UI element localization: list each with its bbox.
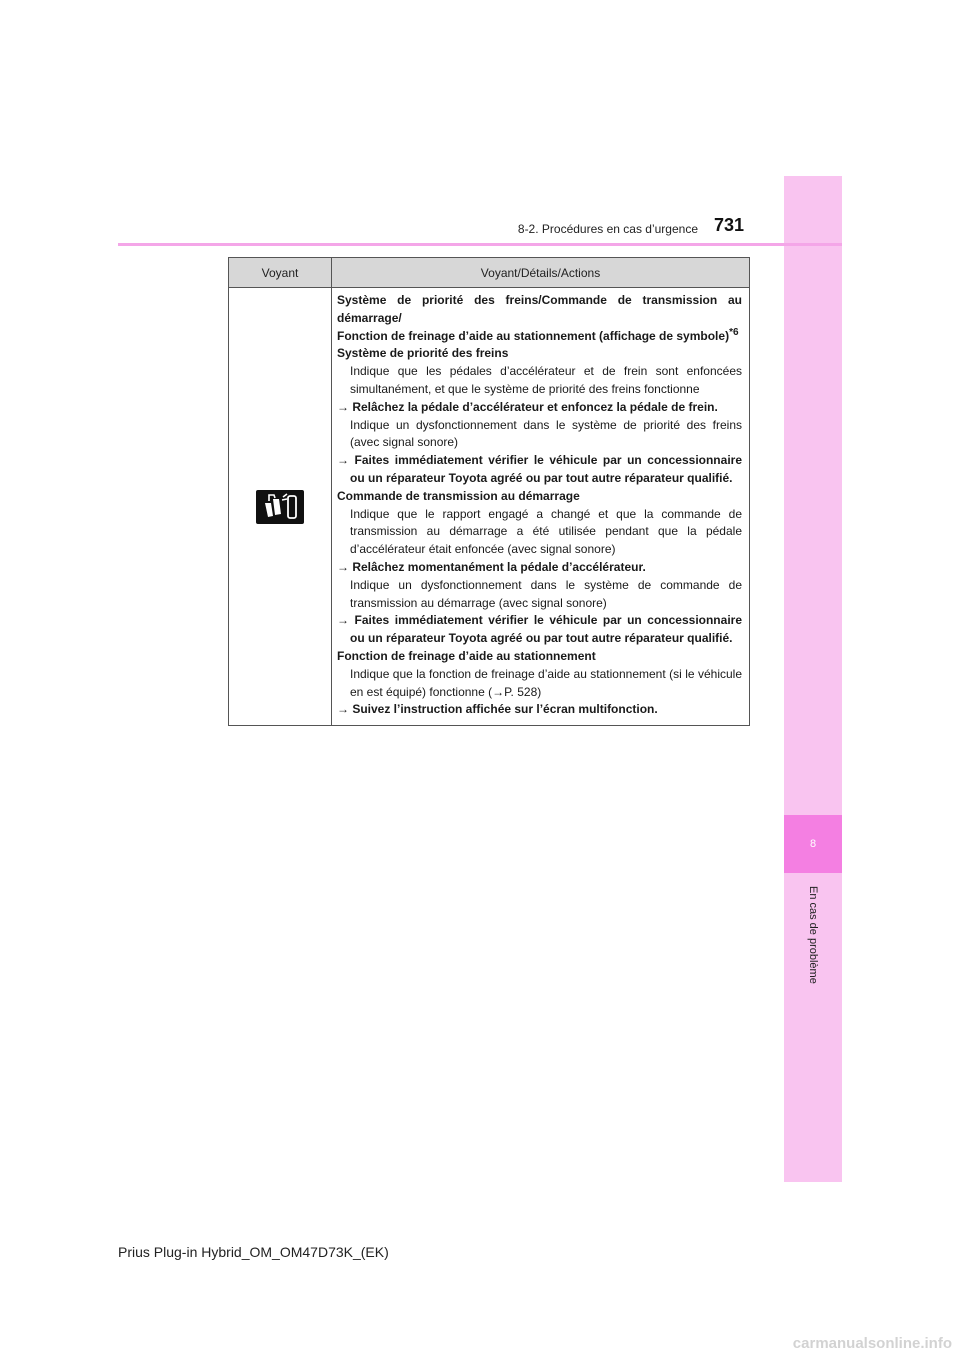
footer-document-code: Prius Plug-in Hybrid_OM_OM47D73K_(EK) <box>118 1244 389 1260</box>
section-description: Indique que la fonction de freinage d’aide au stationnement (si le véhicule en est équipé) fonctionne (→P. 528) <box>350 666 742 699</box>
col-header-details: Voyant/Détails/Actions <box>332 258 750 288</box>
section-title: 8-2. Procédures en cas d’urgence <box>517 222 698 236</box>
watermark: carmanualsonline.info <box>792 1335 952 1352</box>
section-action: → Faites immédiatement vérifier le véhicule par un concessionnaire ou un réparateur Toyota agréé ou par tout autre réparateur qualifié. <box>337 453 742 485</box>
page-number: 731 <box>714 215 745 235</box>
section-description: Indique que les pédales d’accélérateur et de frein sont enfoncées simultanément, et que le système de priorité des freins fonctionne <box>350 364 742 396</box>
row-title-line1: Système de priorité des freins/Commande de transmission au démarrage/ <box>337 293 742 325</box>
section-action: → Relâchez la pédale d’accélérateur et enfoncez la pédale de frein. <box>337 399 718 414</box>
row-title-line2: Fonction de freinage d’aide au stationnement (affichage de symbole)$^{*6}$ <box>337 326 739 343</box>
section-description: Indique un dysfonctionnement dans le système de commande de transmission au démarrage (avec signal sonore) <box>350 577 742 610</box>
details-cell <box>332 288 750 726</box>
section-action: → Faites immédiatement vérifier le véhicule par un concessionnaire ou un réparateur Toyota agréé ou par tout autre réparateur qualifié. <box>337 613 742 646</box>
section-action: → Relâchez momentanément la pédale d’accélérateur. <box>337 559 646 574</box>
section-heading: Commande de transmission au démarrage <box>337 488 580 503</box>
section-description: Indique un dysfonctionnement dans le système de priorité des freins (avec signal sonore) <box>350 417 742 450</box>
header-rule <box>118 243 842 246</box>
footnote-marker: *6 <box>729 326 739 338</box>
indicator-cell <box>229 288 332 726</box>
section-action: → Suivez l’instruction affichée sur l’écran multifonction. <box>337 702 658 717</box>
section-heading: Fonction de freinage d’aide au stationnement <box>337 648 596 663</box>
chapter-number: 8 <box>809 838 817 850</box>
side-tab <box>784 176 842 1182</box>
section-heading: Système de priorité des freins <box>337 346 509 361</box>
chapter-number-tab[interactable] <box>784 815 842 873</box>
brake-override-drive-start-icon <box>256 490 304 524</box>
warning-light-table <box>228 257 750 726</box>
section-description: Indique que le rapport engagé a changé et que la commande de transmission au démarrage a été utilisée pendant que la pédale d’accélérateur était enfoncée (avec signal sonore) <box>350 506 742 557</box>
chapter-title: En cas de problème <box>807 886 819 984</box>
table-header-row <box>229 258 750 288</box>
table-row <box>229 288 750 726</box>
col-header-indicator: Voyant <box>229 258 332 288</box>
